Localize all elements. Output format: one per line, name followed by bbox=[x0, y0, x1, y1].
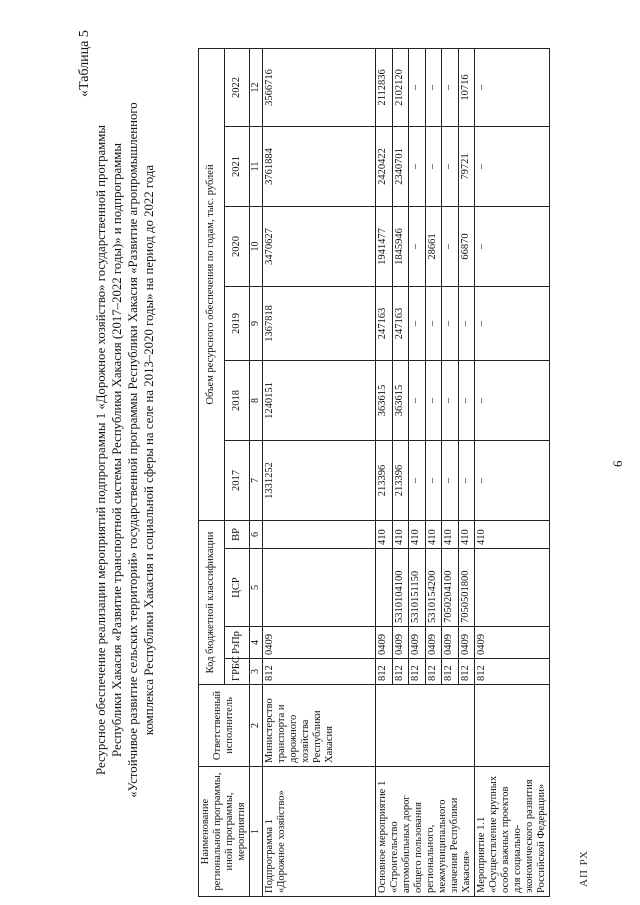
cell-value: 2112836 bbox=[376, 48, 393, 126]
cell-value: – bbox=[458, 286, 475, 360]
table-row bbox=[376, 48, 393, 896]
column-number: 9 bbox=[250, 286, 263, 360]
cell-value: – bbox=[475, 206, 550, 286]
cell-vr: 410 bbox=[442, 520, 459, 548]
cell-value: – bbox=[409, 286, 426, 360]
cell-value: – bbox=[475, 48, 550, 126]
cell-grbs: 812 bbox=[409, 659, 426, 685]
header-year: 2017 bbox=[224, 440, 250, 520]
cell-value: – bbox=[442, 48, 459, 126]
table-row bbox=[263, 48, 376, 896]
title-line: Ресурсное обеспечение реализации мероприятий подпрограммы 1 «Дорожное хозяйство» государственной программы bbox=[94, 125, 108, 775]
row-executor bbox=[376, 685, 475, 767]
cell-value: – bbox=[475, 440, 550, 520]
column-number: 11 bbox=[250, 126, 263, 206]
cell-value: – bbox=[442, 286, 459, 360]
row-name: Основное мероприятие 1 «Строительство автомобильных дорог общего пользования регионального, межмуниципального значения Республики Хакасия» bbox=[376, 767, 475, 897]
cell-value: 213396 bbox=[392, 440, 409, 520]
row-name: Мероприятие 1.1 «Осуществление крупных особо важных проектов для социально-экономического развития Российской Федерации» bbox=[475, 767, 550, 897]
cell-value: 1941477 bbox=[376, 206, 393, 286]
cell-value: – bbox=[425, 360, 442, 440]
column-number: 8 bbox=[250, 360, 263, 440]
row-name: Подпрограмма 1 «Дорожное хозяйство» bbox=[263, 767, 376, 897]
header-vr: ВР bbox=[224, 520, 250, 548]
cell-value: – bbox=[442, 206, 459, 286]
cell-value: – bbox=[475, 286, 550, 360]
header-year: 2018 bbox=[224, 360, 250, 440]
column-number: 7 bbox=[250, 440, 263, 520]
cell-value: 3470627 bbox=[263, 206, 376, 286]
cell-rzpr: 0409 bbox=[458, 627, 475, 659]
cell-value: – bbox=[409, 126, 426, 206]
cell-value: – bbox=[409, 440, 426, 520]
cell-grbs: 812 bbox=[475, 659, 550, 685]
cell-value: 1331252 bbox=[263, 440, 376, 520]
cell-value: 247163 bbox=[376, 286, 393, 360]
header-budget-code: Код бюджетной классификации bbox=[199, 520, 225, 684]
cell-value: – bbox=[458, 360, 475, 440]
cell-rzpr: 0409 bbox=[392, 627, 409, 659]
cell-value: – bbox=[425, 48, 442, 126]
column-number: 4 bbox=[250, 627, 263, 659]
cell-value: – bbox=[442, 440, 459, 520]
cell-vr: 410 bbox=[409, 520, 426, 548]
cell-csr: 5310154200 bbox=[425, 549, 442, 627]
cell-value: – bbox=[425, 286, 442, 360]
cell-value: – bbox=[475, 360, 550, 440]
cell-value: 3566716 bbox=[263, 48, 376, 126]
cell-csr: 5310151150 bbox=[409, 549, 426, 627]
cell-value: 213396 bbox=[376, 440, 393, 520]
cell-value: – bbox=[425, 126, 442, 206]
row-executor: Министерство транспорта и дорожного хозяйства Республики Хакасия bbox=[263, 685, 376, 767]
cell-value: 2102120 bbox=[392, 48, 409, 126]
cell-rzpr: 0409 bbox=[425, 627, 442, 659]
cell-vr: 410 bbox=[425, 520, 442, 548]
header-volume: Объем ресурсного обеспечения по годам, тыс. рублей bbox=[199, 48, 225, 520]
cell-value: – bbox=[409, 360, 426, 440]
title-line: «Устойчивое развитие сельских территорий» государственной программы Республики Хакасия «Развитие агропромышленного bbox=[126, 102, 140, 798]
cell-grbs: 812 bbox=[458, 659, 475, 685]
cell-vr bbox=[263, 520, 376, 548]
cell-value: 2340701 bbox=[392, 126, 409, 206]
document-title bbox=[93, 50, 157, 850]
row-executor bbox=[475, 685, 550, 767]
header-year: 2021 bbox=[224, 126, 250, 206]
cell-value: 1240151 bbox=[263, 360, 376, 440]
cell-value: 1845946 bbox=[392, 206, 409, 286]
column-number: 2 bbox=[250, 685, 263, 767]
cell-csr bbox=[376, 549, 393, 627]
cell-vr: 410 bbox=[376, 520, 393, 548]
column-number: 12 bbox=[250, 48, 263, 126]
cell-vr: 410 bbox=[475, 520, 550, 548]
header-year: 2019 bbox=[224, 286, 250, 360]
cell-grbs: 812 bbox=[392, 659, 409, 685]
cell-csr: 7050501800 bbox=[458, 549, 475, 627]
column-number: 6 bbox=[250, 520, 263, 548]
cell-rzpr: 0409 bbox=[409, 627, 426, 659]
cell-value: – bbox=[409, 206, 426, 286]
cell-value: – bbox=[475, 126, 550, 206]
header-executor: Ответственный исполнитель bbox=[199, 685, 250, 767]
cell-rzpr: 0409 bbox=[376, 627, 393, 659]
header-grbs: ГРБС bbox=[224, 659, 250, 685]
cell-value: – bbox=[442, 360, 459, 440]
cell-csr bbox=[475, 549, 550, 627]
header-row bbox=[199, 48, 225, 896]
cell-value: 247163 bbox=[392, 286, 409, 360]
cell-csr: 5310104100 bbox=[392, 549, 409, 627]
header-csr: ЦСР bbox=[224, 549, 250, 627]
cell-value: 3761884 bbox=[263, 126, 376, 206]
header-name: Наименование региональной программы, иной программы, мероприятия bbox=[199, 767, 250, 897]
cell-value: – bbox=[425, 440, 442, 520]
cell-value: 79721 bbox=[458, 126, 475, 206]
cell-csr bbox=[263, 549, 376, 627]
cell-grbs: 812 bbox=[263, 659, 376, 685]
table-label: «Таблица 5 bbox=[77, 30, 92, 97]
header-rzpr: РзПр bbox=[224, 627, 250, 659]
cell-value: 28661 bbox=[425, 206, 442, 286]
cell-csr: 7050204100 bbox=[442, 549, 459, 627]
cell-grbs: 812 bbox=[425, 659, 442, 685]
cell-value: 2420422 bbox=[376, 126, 393, 206]
page-number: 6 bbox=[610, 460, 625, 467]
column-number: 10 bbox=[250, 206, 263, 286]
cell-vr: 410 bbox=[458, 520, 475, 548]
title-line: комплекса Республики Хакасия и социальной сферы на селе на 2013–2020 годы» на период до 2022 года bbox=[142, 164, 156, 736]
archive-stamp: АП РХ bbox=[578, 850, 590, 887]
column-number: 3 bbox=[250, 659, 263, 685]
cell-value: 66870 bbox=[458, 206, 475, 286]
header-year: 2022 bbox=[224, 48, 250, 126]
cell-rzpr: 0409 bbox=[263, 627, 376, 659]
column-number: 1 bbox=[250, 767, 263, 897]
column-number-row bbox=[250, 48, 263, 896]
cell-value: – bbox=[409, 48, 426, 126]
cell-vr: 410 bbox=[392, 520, 409, 548]
cell-value: 363615 bbox=[376, 360, 393, 440]
cell-value: – bbox=[442, 126, 459, 206]
cell-rzpr: 0409 bbox=[475, 627, 550, 659]
header-year: 2020 bbox=[224, 206, 250, 286]
cell-rzpr: 0409 bbox=[442, 627, 459, 659]
cell-grbs: 812 bbox=[376, 659, 393, 685]
cell-value: 1367818 bbox=[263, 286, 376, 360]
cell-grbs: 812 bbox=[442, 659, 459, 685]
table-row bbox=[475, 48, 550, 896]
column-number: 5 bbox=[250, 549, 263, 627]
cell-value: 10716 bbox=[458, 48, 475, 126]
cell-value: – bbox=[458, 440, 475, 520]
title-line: Республики Хакасия «Развитие транспортной системы Республики Хакасия (2017–2022 годы)» и подпрограммы bbox=[110, 143, 124, 757]
resource-table bbox=[198, 48, 550, 897]
cell-value: 363615 bbox=[392, 360, 409, 440]
